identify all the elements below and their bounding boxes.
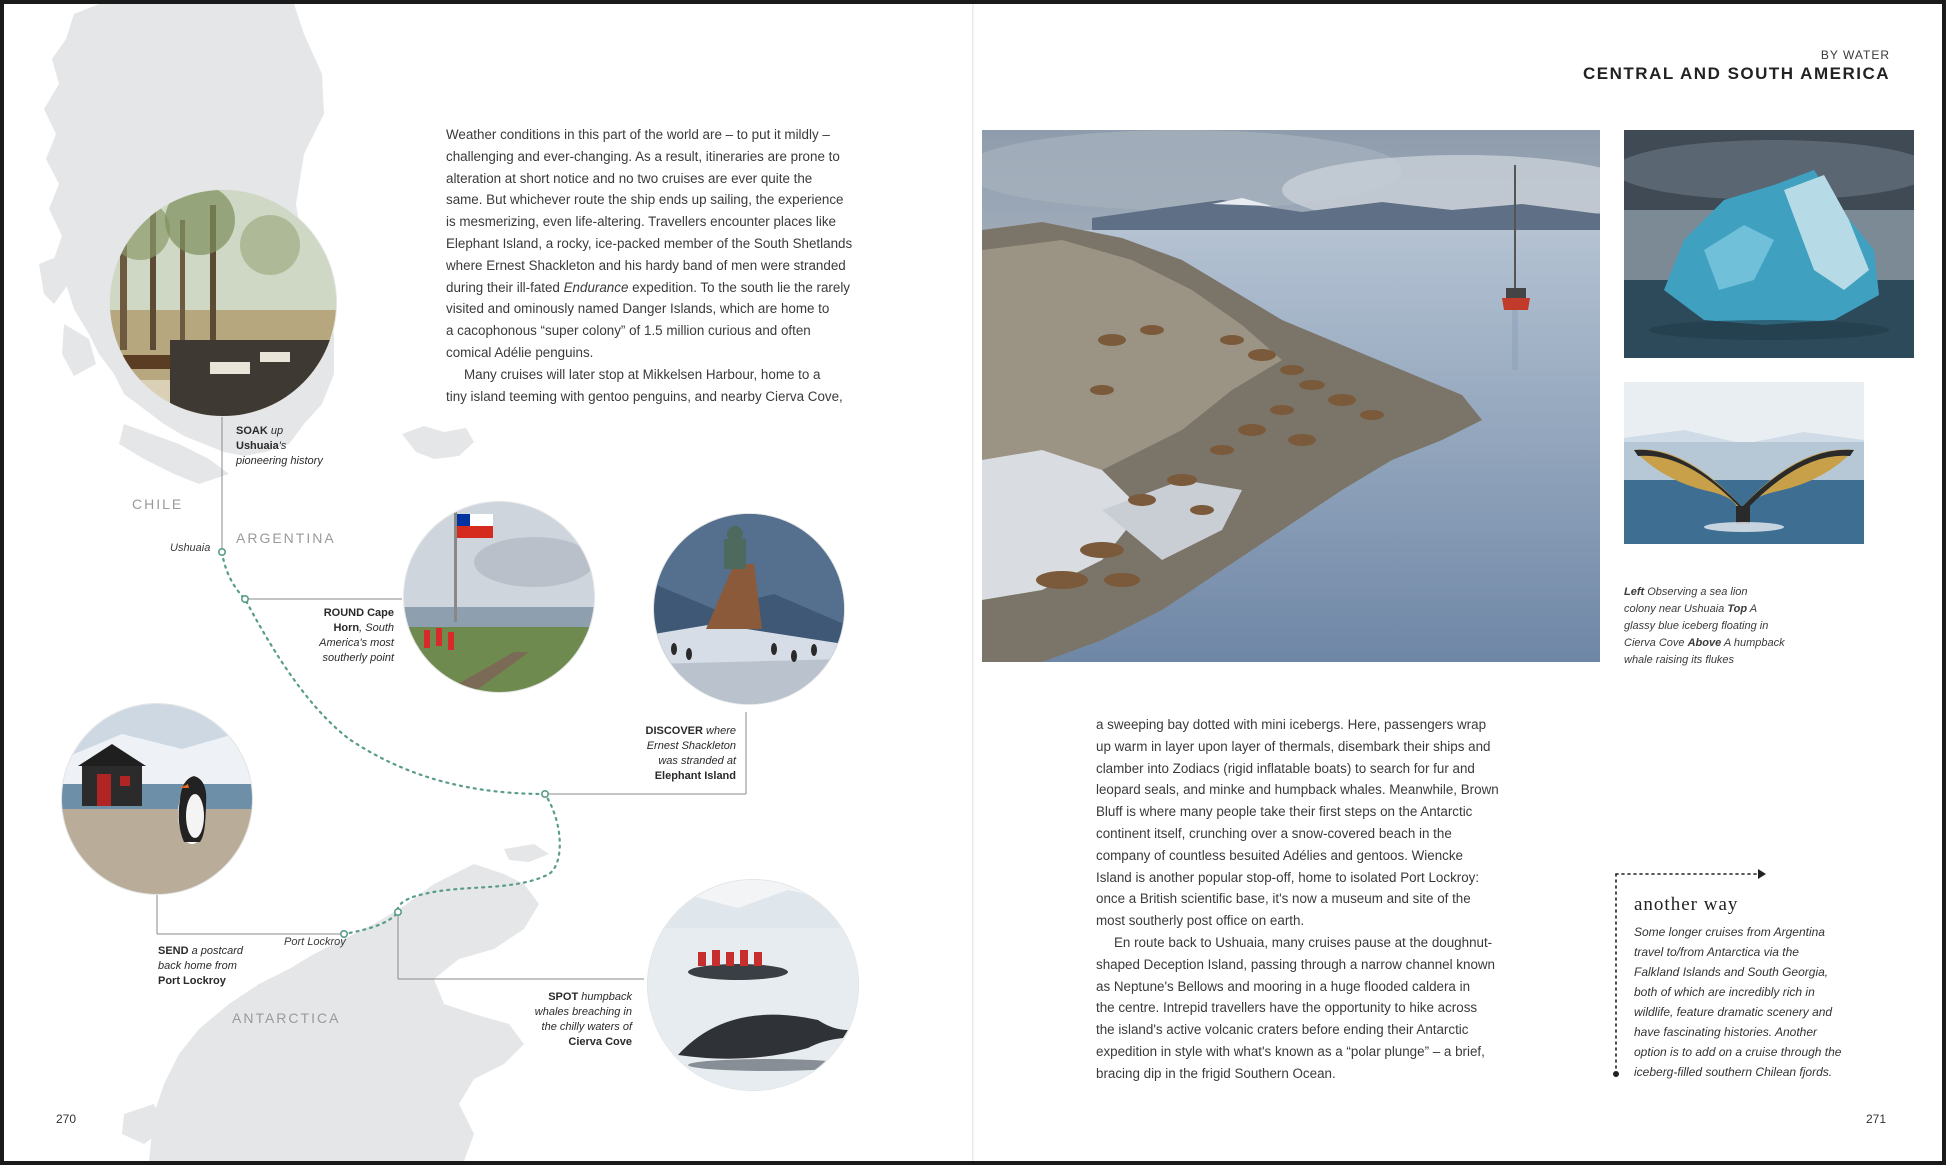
photo-circle-cape-horn [404, 502, 594, 692]
body-text-right: a sweeping bay dotted with mini icebergs. Here, passengers wrap up warm in layer upon layer of thermals, disembark their ships and clamber into Zodiacs (rigid inflatable boats) to search for fur and leopard seals, and minke and humpback whales. Meanwhile, Brown Bluff is where many people take their first steps on the Antarctic continent itself, crunching over a snow-covered beach in the company of countless besuited Adélies and gentoos. Wiencke Island is another popular stop-off, home to isolated Port Lockroy: once a British scientific base, it's now a museum and site of the most southerly post office on earth. En route back to Ushuaia, many cruises pause at the doughnut- shaped Deception Island, passing through a narrow channel known as Neptune's Bellows and mooring in a huge flooded caldera in the centre. Intrepid travellers have the opportunity to hike across the island's active volcanic craters before ending their Antarctic expedition in style with what's known as a “polar plunge” – a brief, bracing dip in the frigid Southern Ocean. [1096, 717, 1499, 1081]
aside-title: another way [1634, 894, 1739, 915]
section-kicker: BY WATER [1820, 48, 1890, 62]
callout-send-port-lockroy: SEND a postcard back home from Port Lockroy [158, 945, 243, 987]
page-gutter [972, 4, 974, 1161]
photo-blue-iceberg [1624, 130, 1914, 358]
region-label-argentina: ARGENTINA [236, 530, 336, 546]
page-number-left: 270 [56, 1112, 77, 1126]
region-label-chile: CHILE [132, 496, 184, 512]
section-header [1583, 48, 1890, 84]
place-label-port-lockroy: Port Lockroy [284, 936, 346, 948]
photo-circle-elephant-island [654, 514, 844, 704]
falkland-islands [402, 426, 474, 459]
callout-spot-cierva-cove: SPOT humpback whales breaching in the chilly waters of Cierva Cove [534, 991, 632, 1048]
callout-soak-ushuaia: SOAK up Ushuaia's pioneering history [236, 425, 323, 467]
book-spread [4, 4, 1942, 1161]
region-label-antarctica: ANTARCTICA [232, 1010, 341, 1026]
place-label-ushuaia: Ushuaia [170, 542, 211, 554]
photo-circle-cierva-cove [648, 880, 858, 1090]
photo-circle-port-lockroy [62, 704, 252, 894]
antarctica-landmass [149, 864, 539, 1161]
callout-round-cape-horn: ROUND Cape Horn, South America's most southerly point [319, 607, 394, 664]
page-number-right: 271 [1866, 1112, 1887, 1126]
photo-circle-ushuaia-museum [110, 190, 336, 416]
body-text-left: Weather conditions in this part of the world are – to put it mildly – challenging and ever-changing. As a result, itineraries are prone to alteration at short notice and no two cruises are ever quite the same. But whichever route the ship ends up sailing, the experience is mesmerizing, even life-altering. Travellers encounter places like Elephant Island, a rocky, ice-packed member of the South Shetlands where Ernest Shackleton and his hardy band of men were stranded during their ill-fated Endurance expedition. To the south lie the rarely visited and ominously named Danger Islands, which are home to a cacophonous “super colony” of 1.5 million curious and often comical Adélie penguins. Many cruises will later stop at Mikkelsen Harbour, home to a tiny island teeming with gentoo penguins, and nearby Cierva Cove, [446, 127, 853, 404]
callout-discover-elephant-island: DISCOVER where Ernest Shackleton was stranded at Elephant Island [645, 725, 736, 782]
aside-text: Some longer cruises from Argentina travel to/from Antarctica via the Falkland Islands and South Georgia, both of which are incredibly rich in wildlife, feature dramatic scenery and have fascinating histories. Another option is to add on a cruise through the iceberg-filled southern Chilean fjords. [1634, 925, 1842, 1079]
photo-sea-lion-colony [982, 130, 1600, 662]
photo-humpback-flukes [1624, 382, 1864, 544]
section-title: CENTRAL AND SOUTH AMERICA [1583, 64, 1890, 83]
photo-caption: Left Observing a sea lion colony near Ushuaia Top A glassy blue iceberg floating in Cierva Cove Above A humpback whale raising its flukes [1624, 586, 1785, 666]
